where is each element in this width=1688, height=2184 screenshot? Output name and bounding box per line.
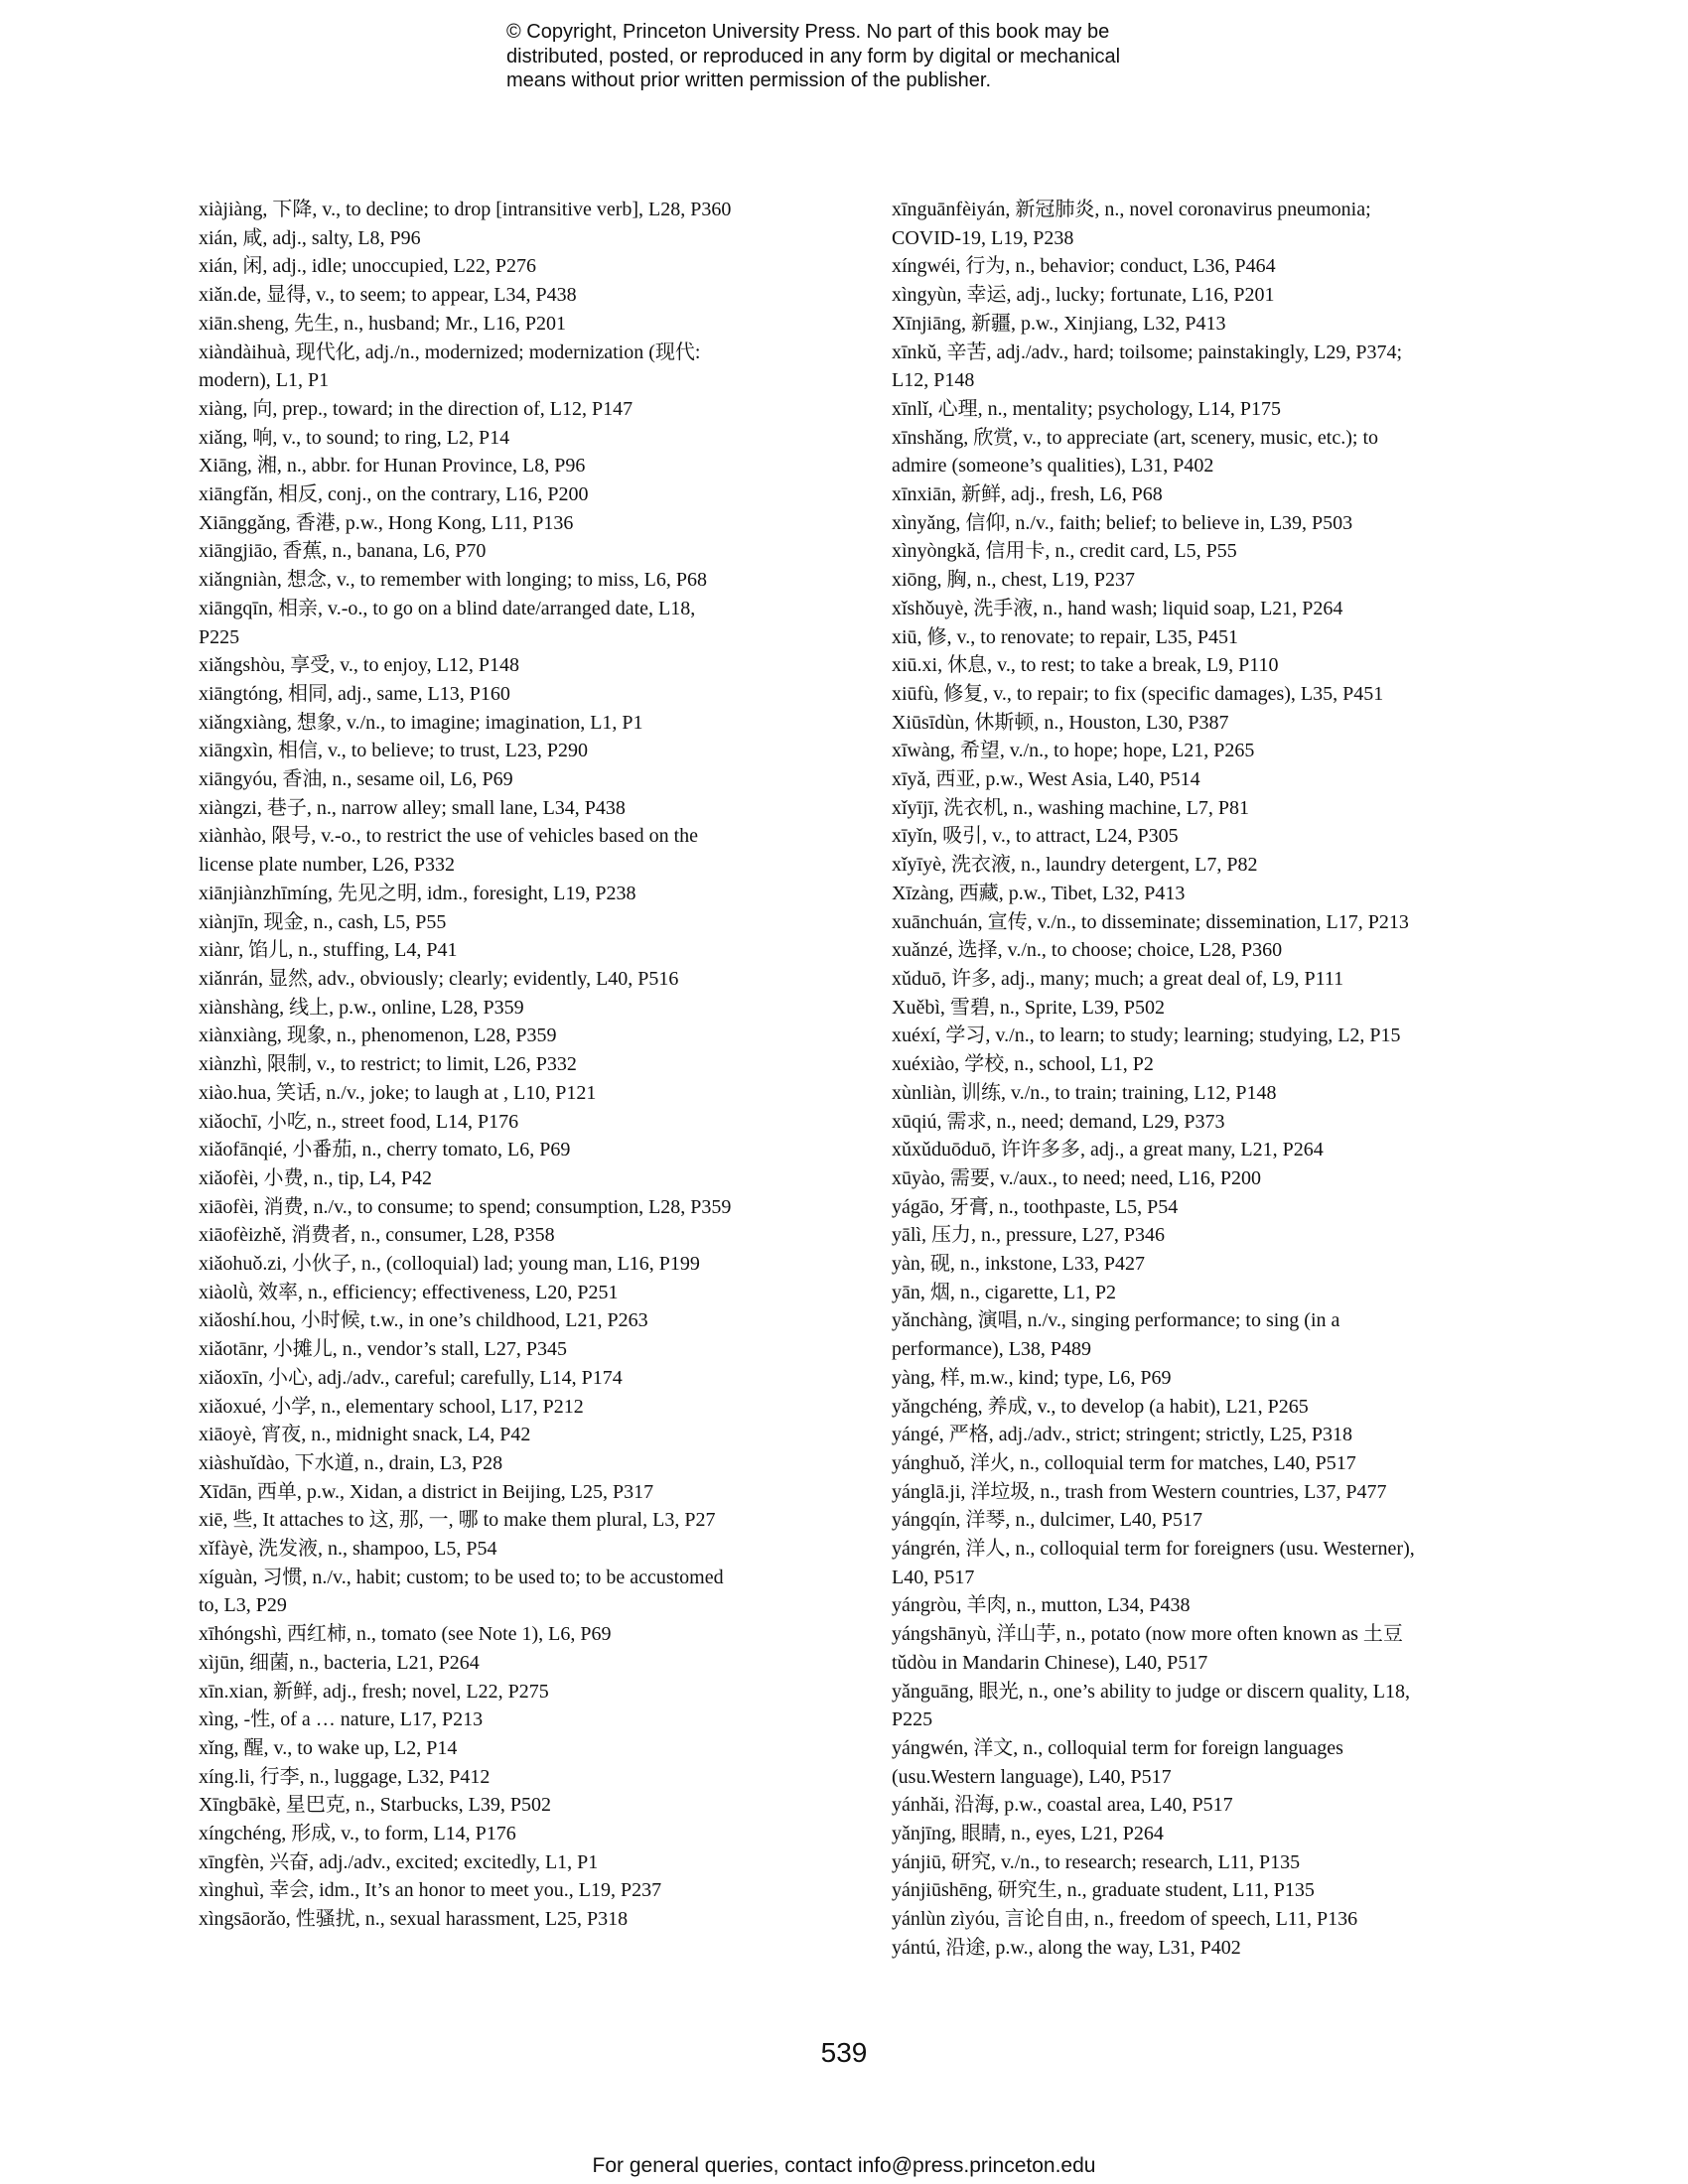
glossary-entry-line: xiānjiànzhīmíng, 先见之明, idm., foresight, L19, P238 <box>199 882 636 904</box>
glossary-entry-line: xīnlǐ, 心理, n., mentality; psychology, L14, P175 <box>892 397 1282 420</box>
glossary-entry-line: (usu.Western language), L40, P517 <box>892 1765 1172 1788</box>
glossary-entry-line: yángé, 严格, adj./adv., strict; stringent; strictly, L25, P318 <box>892 1424 1353 1446</box>
glossary-entry-line: xiànzhì, 限制, v., to restrict; to limit, L26, P332 <box>199 1053 577 1076</box>
glossary-entry-line: L40, P517 <box>892 1566 975 1588</box>
glossary-entry-line: P225 <box>199 625 240 648</box>
glossary-entry-line: yān, 烟, n., cigarette, L1, P2 <box>892 1281 1117 1303</box>
glossary-entry-line: xīnshǎng, 欣赏, v., to appreciate (art, scenery, music, etc.); to <box>892 426 1379 449</box>
glossary-entry-line: yánghuǒ, 洋火, n., colloquial term for matches, L40, P517 <box>892 1451 1356 1474</box>
glossary-entry-line: L12, P148 <box>892 369 975 392</box>
glossary-entry-line: xíngchéng, 形成, v., to form, L14, P176 <box>199 1823 516 1845</box>
glossary-entry-line: xìngsāorǎo, 性骚扰, n., sexual harassment, L25, P318 <box>199 1908 629 1931</box>
glossary-entry-line: xiǎn.de, 显得, v., to seem; to appear, L34, P438 <box>199 284 577 307</box>
glossary-entry-line: xiǎnrán, 显然, adv., obviously; clearly; evidently, L40, P516 <box>199 967 679 990</box>
glossary-entry-line: yángqín, 洋琴, n., dulcimer, L40, P517 <box>892 1509 1203 1532</box>
glossary-entry-line: xiànxiàng, 现象, n., phenomenon, L28, P359 <box>199 1024 557 1047</box>
glossary-entry-line: xiàngzi, 巷子, n., narrow alley; small lane, L34, P438 <box>199 796 626 819</box>
copyright-notice <box>506 20 1221 93</box>
glossary-entry-line: xiǎoshí.hou, 小时候, t.w., in one’s childhood, L21, P263 <box>199 1309 648 1332</box>
glossary-entry-line: xīyǐn, 吸引, v., to attract, L24, P305 <box>892 825 1179 848</box>
glossary-entry-line: xiōng, 胸, n., chest, L19, P237 <box>892 569 1135 592</box>
glossary-entry-line: xǐyīyè, 洗衣液, n., laundry detergent, L7, P82 <box>892 854 1258 877</box>
glossary-entry-line: xǐshǒuyè, 洗手液, n., hand wash; liquid soap, L21, P264 <box>892 597 1343 619</box>
glossary-entry-line: xǐfàyè, 洗发液, n., shampoo, L5, P54 <box>199 1538 497 1561</box>
glossary-entry-line: yǎnguāng, 眼光, n., one’s ability to judge or discern quality, L18, <box>892 1680 1410 1703</box>
glossary-entry-line: Xīdān, 西单, p.w., Xidan, a district in Beijing, L25, P317 <box>199 1480 654 1503</box>
glossary-entry-line: yánhǎi, 沿海, p.w., coastal area, L40, P517 <box>892 1794 1233 1817</box>
glossary-entry-line: yánglā.ji, 洋垃圾, n., trash from Western countries, L37, P477 <box>892 1480 1387 1503</box>
glossary-entry-line: xuéxiào, 学校, n., school, L1, P2 <box>892 1053 1154 1076</box>
glossary-entry-line: xiē, 些, It attaches to 这, 那, 一, 哪 to make them plural, L3, P27 <box>199 1509 716 1532</box>
glossary-entry-line: admire (someone’s qualities), L31, P402 <box>892 455 1214 478</box>
glossary-entry-line: yàng, 样, m.w., kind; type, L6, P69 <box>892 1366 1172 1389</box>
footer-contact: For general queries, contact info@press.princeton.edu <box>592 2154 1096 2177</box>
glossary-entry-line: xiǎofèi, 小费, n., tip, L4, P42 <box>199 1166 432 1189</box>
glossary-entry-line: Xiānggǎng, 香港, p.w., Hong Kong, L11, P136 <box>199 511 574 534</box>
page-number: 539 <box>820 2037 868 2068</box>
glossary-entry-line: xīhóngshì, 西红柿, n., tomato (see Note 1), L6, P69 <box>199 1623 612 1646</box>
glossary-entry-line: xiāngxìn, 相信, v., to believe; to trust, L23, P290 <box>199 740 589 762</box>
copyright-line: means without prior written permission of the publisher. <box>506 69 992 91</box>
glossary-entry-line: yánlùn zìyóu, 言论自由, n., freedom of speech, L11, P136 <box>892 1908 1358 1931</box>
copyright-line: © Copyright, Princeton University Press. No part of this book may be <box>506 21 1110 43</box>
glossary-entry-line: yángshānyù, 洋山芋, n., potato (now more often known as 土豆 <box>892 1623 1403 1646</box>
glossary-entry-line: xīngfèn, 兴奋, adj./adv., excited; excitedly, L1, P1 <box>199 1850 599 1873</box>
glossary-entry-line: xìnyòngkǎ, 信用卡, n., credit card, L5, P55 <box>892 540 1237 563</box>
glossary-left-column <box>199 196 794 1934</box>
glossary-entry-line: xīnkǔ, 辛苦, adj./adv., hard; toilsome; painstakingly, L29, P374; <box>892 341 1403 363</box>
glossary-entry-line: xiāofèizhě, 消费者, n., consumer, L28, P358 <box>199 1224 555 1247</box>
glossary-entry-line: xiūfù, 修复, v., to repair; to fix (specific damages), L35, P451 <box>892 682 1384 705</box>
glossary-entry-line: tǔdòu in Mandarin Chinese), L40, P517 <box>892 1651 1208 1674</box>
glossary-entry-line: xǔxǔduōduō, 许许多多, adj., a great many, L21, P264 <box>892 1139 1324 1161</box>
glossary-entry-line: yánjiūshēng, 研究生, n., graduate student, L11, P135 <box>892 1879 1315 1902</box>
glossary-entry-line: xǐng, 醒, v., to wake up, L2, P14 <box>199 1736 458 1759</box>
glossary-entry-line: xìjūn, 细菌, n., bacteria, L21, P264 <box>199 1651 480 1674</box>
glossary-entry-line: Xīngbākè, 星巴克, n., Starbucks, L39, P502 <box>199 1794 551 1817</box>
glossary-entry-line: xuānchuán, 宣传, v./n., to disseminate; dissemination, L17, P213 <box>892 910 1409 933</box>
glossary-entry-line: xùnliàn, 训练, v./n., to train; training, L12, P148 <box>892 1081 1277 1104</box>
glossary-entry-line: xiǎngniàn, 想念, v., to remember with longing; to miss, L6, P68 <box>199 569 707 592</box>
glossary-entry-line: license plate number, L26, P332 <box>199 854 456 877</box>
glossary-entry-line: yàn, 砚, n., inkstone, L33, P427 <box>892 1253 1145 1276</box>
glossary-entry-line: xiān.sheng, 先生, n., husband; Mr., L16, P201 <box>199 312 566 335</box>
glossary-entry-line: yángwén, 洋文, n., colloquial term for foreign languages <box>892 1736 1343 1759</box>
glossary-entry-line: xiāoyè, 宵夜, n., midnight snack, L4, P42 <box>199 1424 531 1446</box>
glossary-entry-line: xīnguānfèiyán, 新冠肺炎, n., novel coronavirus pneumonia; <box>892 199 1371 220</box>
glossary-entry-line: xiànjīn, 现金, n., cash, L5, P55 <box>199 910 447 933</box>
glossary-entry-line: xìnghuì, 幸会, idm., It’s an honor to meet you., L19, P237 <box>199 1879 662 1902</box>
glossary-entry-line: xīn.xian, 新鲜, adj., fresh; novel, L22, P275 <box>199 1680 549 1703</box>
glossary-entry-line: xìnyǎng, 信仰, n./v., faith; belief; to believe in, L39, P503 <box>892 511 1353 534</box>
glossary-entry-line: to, L3, P29 <box>199 1594 287 1617</box>
glossary-entry-line: yǎnjīng, 眼睛, n., eyes, L21, P264 <box>892 1823 1164 1845</box>
glossary-entry-line: xiǎotānr, 小摊儿, n., vendor’s stall, L27, P345 <box>199 1338 568 1361</box>
glossary-right-column <box>892 196 1487 1963</box>
glossary-entry-line: xiāngtóng, 相同, adj., same, L13, P160 <box>199 682 510 705</box>
glossary-entry-line: xìng, -性, of a … nature, L17, P213 <box>199 1708 484 1731</box>
glossary-entry-line: xiāngyóu, 香油, n., sesame oil, L6, P69 <box>199 768 513 791</box>
glossary-entry-line: yántú, 沿途, p.w., along the way, L31, P402 <box>892 1936 1241 1959</box>
glossary-entry-line: COVID-19, L19, P238 <box>892 226 1074 249</box>
glossary-entry-line: xiǎngshòu, 享受, v., to enjoy, L12, P148 <box>199 654 519 677</box>
glossary-entry-line: xíguàn, 习惯, n./v., habit; custom; to be used to; to be accustomed <box>199 1566 724 1588</box>
glossary-entry-line: xǔduō, 许多, adj., many; much; a great deal of, L9, P111 <box>892 967 1344 990</box>
glossary-entry-line: xiàndàihuà, 现代化, adj./n., modernized; modernization (现代: <box>199 341 701 363</box>
glossary-entry-line: xíng.li, 行李, n., luggage, L32, P412 <box>199 1765 491 1788</box>
glossary-entry-line: yángròu, 羊肉, n., mutton, L34, P438 <box>892 1594 1191 1617</box>
glossary-entry-line: xiàolǜ, 效率, n., efficiency; effectiveness, L20, P251 <box>199 1281 619 1303</box>
glossary-entry-line: xūqiú, 需求, n., need; demand, L29, P373 <box>892 1110 1225 1133</box>
glossary-entry-line: Xīnjiāng, 新疆, p.w., Xinjiang, L32, P413 <box>892 312 1226 335</box>
glossary-entry-line: xǐyījī, 洗衣机, n., washing machine, L7, P81 <box>892 796 1249 819</box>
glossary-entry-line: xiāngqīn, 相亲, v.-o., to go on a blind date/arranged date, L18, <box>199 597 696 619</box>
glossary-entry-line: Xuěbì, 雪碧, n., Sprite, L39, P502 <box>892 996 1165 1019</box>
copyright-line: distributed, posted, or reproduced in any form by digital or mechanical <box>506 45 1121 68</box>
glossary-entry-line: xiǎofānqié, 小番茄, n., cherry tomato, L6, P69 <box>199 1139 571 1161</box>
glossary-entry-line: xīnxiān, 新鲜, adj., fresh, L6, P68 <box>892 483 1163 506</box>
glossary-entry-line: xīwàng, 希望, v./n., to hope; hope, L21, P265 <box>892 740 1255 762</box>
glossary-entry-line: xuéxí, 学习, v./n., to learn; to study; learning; studying, L2, P15 <box>892 1024 1401 1047</box>
glossary-entry-line: xiào.hua, 笑话, n./v., joke; to laugh at , L10, P121 <box>199 1081 597 1104</box>
glossary-entry-line: xiǎngxiàng, 想象, v./n., to imagine; imagination, L1, P1 <box>199 711 643 734</box>
glossary-entry-line: Xiāng, 湘, n., abbr. for Hunan Province, L8, P96 <box>199 455 586 478</box>
glossary-entry-line: xiàjiàng, 下降, v., to decline; to drop [intransitive verb], L28, P360 <box>199 199 732 220</box>
glossary-entry-line: xiǎohuǒ.zi, 小伙子, n., (colloquial) lad; young man, L16, P199 <box>199 1253 700 1276</box>
glossary-entry-line: xiāngfǎn, 相反, conj., on the contrary, L16, P200 <box>199 483 589 506</box>
glossary-entry-line: xūyào, 需要, v./aux., to need; need, L16, P200 <box>892 1166 1261 1189</box>
glossary-entry-line: xiǎoxīn, 小心, adj./adv., careful; carefully, L14, P174 <box>199 1366 623 1389</box>
glossary-entry-line: xīyǎ, 西亚, p.w., West Asia, L40, P514 <box>892 768 1200 791</box>
glossary-entry-line: xiànhào, 限号, v.-o., to restrict the use of vehicles based on the <box>199 825 699 848</box>
glossary-entry-line: xiǎng, 响, v., to sound; to ring, L2, P14 <box>199 426 510 449</box>
glossary-entry-line: xiǎoxué, 小学, n., elementary school, L17, P212 <box>199 1395 584 1418</box>
glossary-entry-line: performance), L38, P489 <box>892 1338 1092 1361</box>
glossary-entry-line: xiànr, 馅儿, n., stuffing, L4, P41 <box>199 939 458 962</box>
glossary-entry-line: xiū, 修, v., to renovate; to repair, L35, P451 <box>892 625 1238 648</box>
glossary-entry-line: xíngwéi, 行为, n., behavior; conduct, L36, P464 <box>892 255 1276 278</box>
glossary-entry-line: xiū.xi, 休息, v., to rest; to take a break, L9, P110 <box>892 654 1279 677</box>
glossary-entry-line: Xiūsīdùn, 休斯顿, n., Houston, L30, P387 <box>892 711 1229 734</box>
glossary-entry-line: xuǎnzé, 选择, v./n., to choose; choice, L28, P360 <box>892 939 1283 962</box>
glossary-entry-line: yālì, 压力, n., pressure, L27, P346 <box>892 1224 1165 1247</box>
glossary-entry-line: xián, 咸, adj., salty, L8, P96 <box>199 226 421 249</box>
glossary-entry-line: modern), L1, P1 <box>199 369 330 392</box>
glossary-entry-line: xiànshàng, 线上, p.w., online, L28, P359 <box>199 996 524 1019</box>
glossary-entry-line: Xīzàng, 西藏, p.w., Tibet, L32, P413 <box>892 882 1186 904</box>
glossary-entry-line: yánjiū, 研究, v./n., to research; research, L11, P135 <box>892 1850 1301 1873</box>
glossary-entry-line: yǎngchéng, 养成, v., to develop (a habit), L21, P265 <box>892 1395 1309 1418</box>
glossary-entry-line: xiǎochī, 小吃, n., street food, L14, P176 <box>199 1110 519 1133</box>
glossary-entry-line: P225 <box>892 1708 933 1731</box>
glossary-entry-line: xiāofèi, 消费, n./v., to consume; to spend; consumption, L28, P359 <box>199 1195 732 1218</box>
glossary-entry-line: xiāngjiāo, 香蕉, n., banana, L6, P70 <box>199 540 487 563</box>
glossary-entry-line: yágāo, 牙膏, n., toothpaste, L5, P54 <box>892 1195 1179 1218</box>
glossary-entry-line: yángrén, 洋人, n., colloquial term for foreigners (usu. Westerner), <box>892 1538 1415 1561</box>
glossary-entry-line: xiàshuǐdào, 下水道, n., drain, L3, P28 <box>199 1451 503 1474</box>
glossary-entry-line: xiàng, 向, prep., toward; in the direction of, L12, P147 <box>199 397 633 420</box>
glossary-entry-line: xìngyùn, 幸运, adj., lucky; fortunate, L16, P201 <box>892 284 1275 307</box>
glossary-entry-line: yǎnchàng, 演唱, n./v., singing performance; to sing (in a <box>892 1309 1340 1332</box>
glossary-entry-line: xián, 闲, adj., idle; unoccupied, L22, P276 <box>199 255 536 278</box>
